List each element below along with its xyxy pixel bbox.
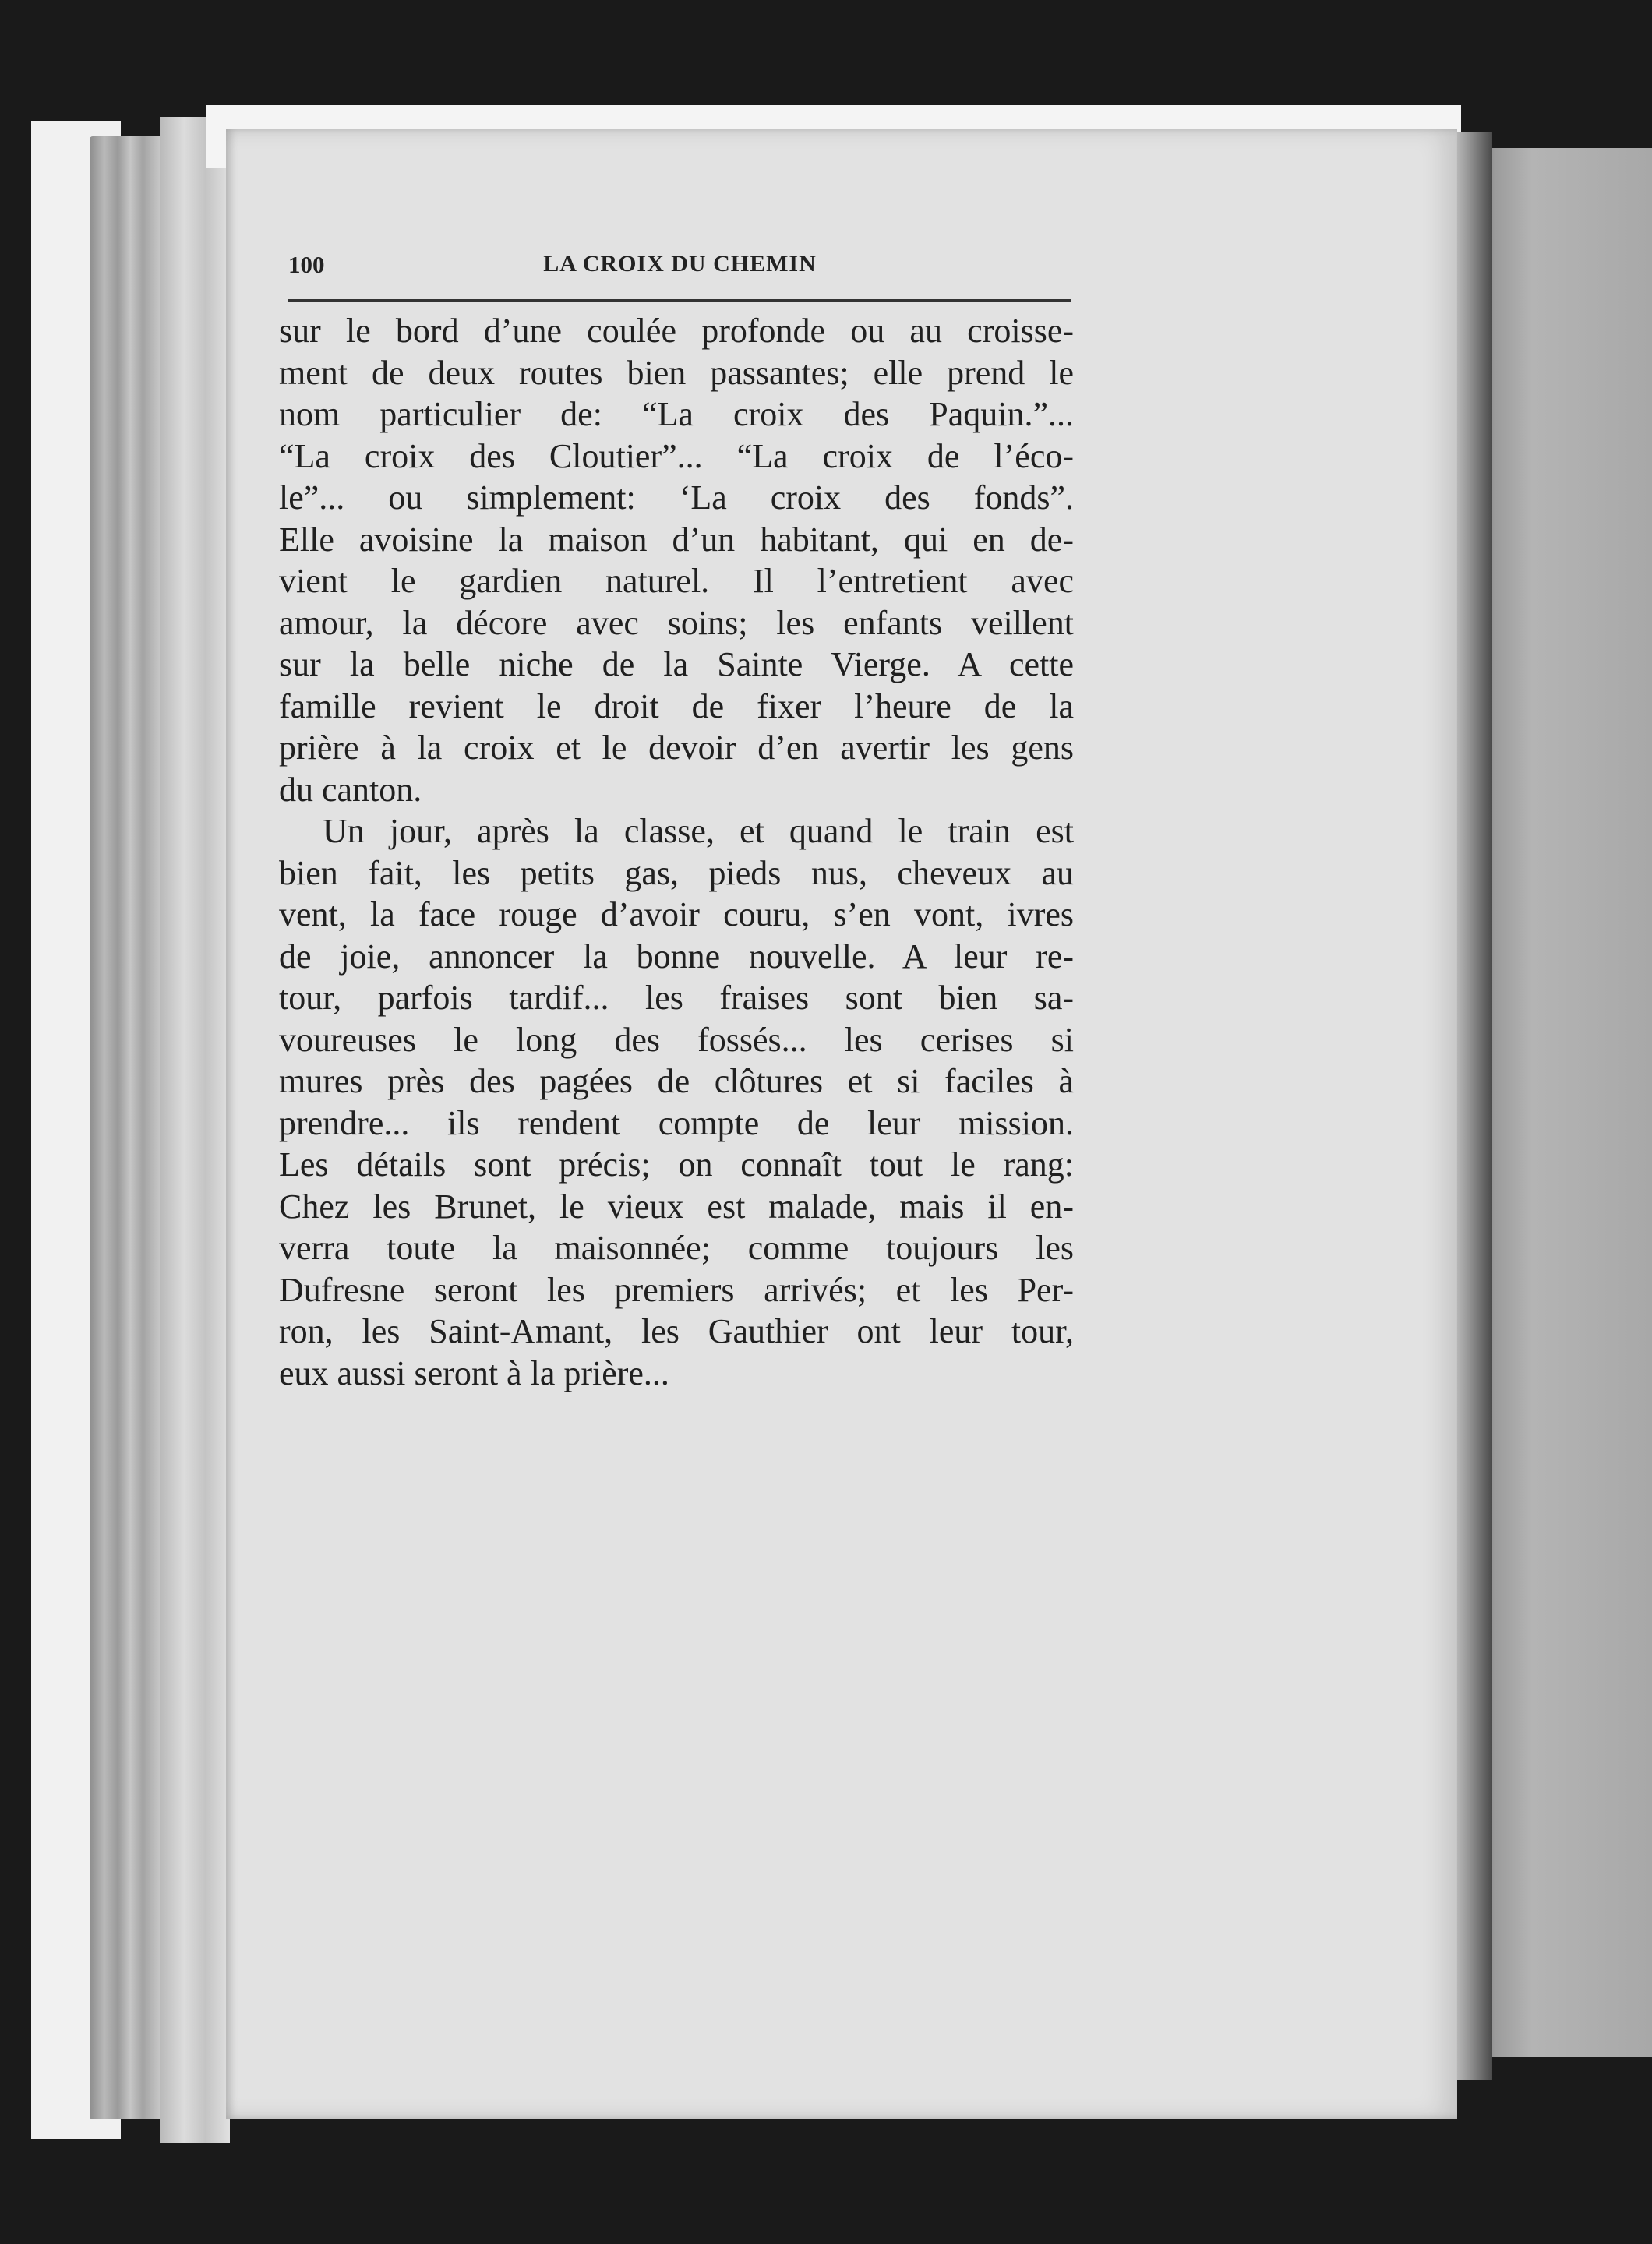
facing-page: [1481, 148, 1652, 2057]
page-header: [288, 251, 1071, 290]
header-rule: [288, 299, 1071, 302]
text-line: prendre... ils rendent compte de leur mission.: [279, 1103, 1074, 1142]
paragraph-1: [279, 310, 1074, 810]
paragraph-2: [279, 810, 1074, 1394]
text-line: mures près des pagées de clôtures et si faciles à: [279, 1062, 1074, 1100]
text-line: Un jour, après la classe, et quand le train est: [323, 812, 1074, 850]
text-line: vent, la face rouge d’avoir couru, s’en vont, ivres: [279, 895, 1074, 933]
text-line: “La croix des Cloutier”... “La croix de l’éco-: [279, 436, 1074, 475]
text-line: de joie, annoncer la bonne nouvelle. A leur re-: [279, 937, 1074, 976]
text-line: Les détails sont précis; on connaît tout le rang:: [279, 1145, 1074, 1184]
text-line: ron, les Saint-Amant, les Gauthier ont leur tour,: [279, 1312, 1074, 1350]
page-stack-edge-inner: [160, 117, 230, 2143]
text-line: vient le gardien naturel. Il l’entretient avec: [279, 562, 1074, 600]
page-number: 100: [288, 251, 325, 278]
text-line: amour, la décore avec soins; les enfants veillent: [279, 603, 1074, 642]
text-line: ment de deux routes bien passantes; elle prend le: [279, 353, 1074, 392]
page-stack-edge: [90, 136, 164, 2119]
text-line: tour, parfois tardif... les fraises sont bien sa-: [279, 979, 1074, 1017]
text-line: du canton.: [279, 770, 422, 809]
text-line: bien fait, les petits gas, pieds nus, cheveux au: [279, 853, 1074, 892]
text-line: sur le bord d’une coulée profonde ou au croisse-: [279, 312, 1074, 350]
text-line: famille revient le droit de fixer l’heure de la: [279, 686, 1074, 725]
text-line: Chez les Brunet, le vieux est malade, mais il en-: [279, 1187, 1074, 1226]
text-line: nom particulier de: “La croix des Paquin.”...: [279, 395, 1074, 433]
text-line: le”... ou simplement: ‘La croix des fonds”.: [279, 478, 1074, 517]
body-text: [279, 310, 1074, 1394]
running-title: LA CROIX DU CHEMIN: [543, 251, 817, 277]
text-line: sur la belle niche de la Sainte Vierge. A cette: [279, 645, 1074, 683]
text-line: Elle avoisine la maison d’un habitant, qui en de-: [279, 520, 1074, 559]
text-line: eux aussi seront à la prière...: [279, 1353, 669, 1392]
text-line: prière à la croix et le devoir d’en avertir les gens: [279, 729, 1074, 767]
text-line: verra toute la maisonnée; comme toujours les: [279, 1229, 1074, 1267]
text-line: Dufresne seront les premiers arrivés; et les Per-: [279, 1270, 1074, 1309]
text-line: voureuses le long des fossés... les cerises si: [279, 1020, 1074, 1059]
